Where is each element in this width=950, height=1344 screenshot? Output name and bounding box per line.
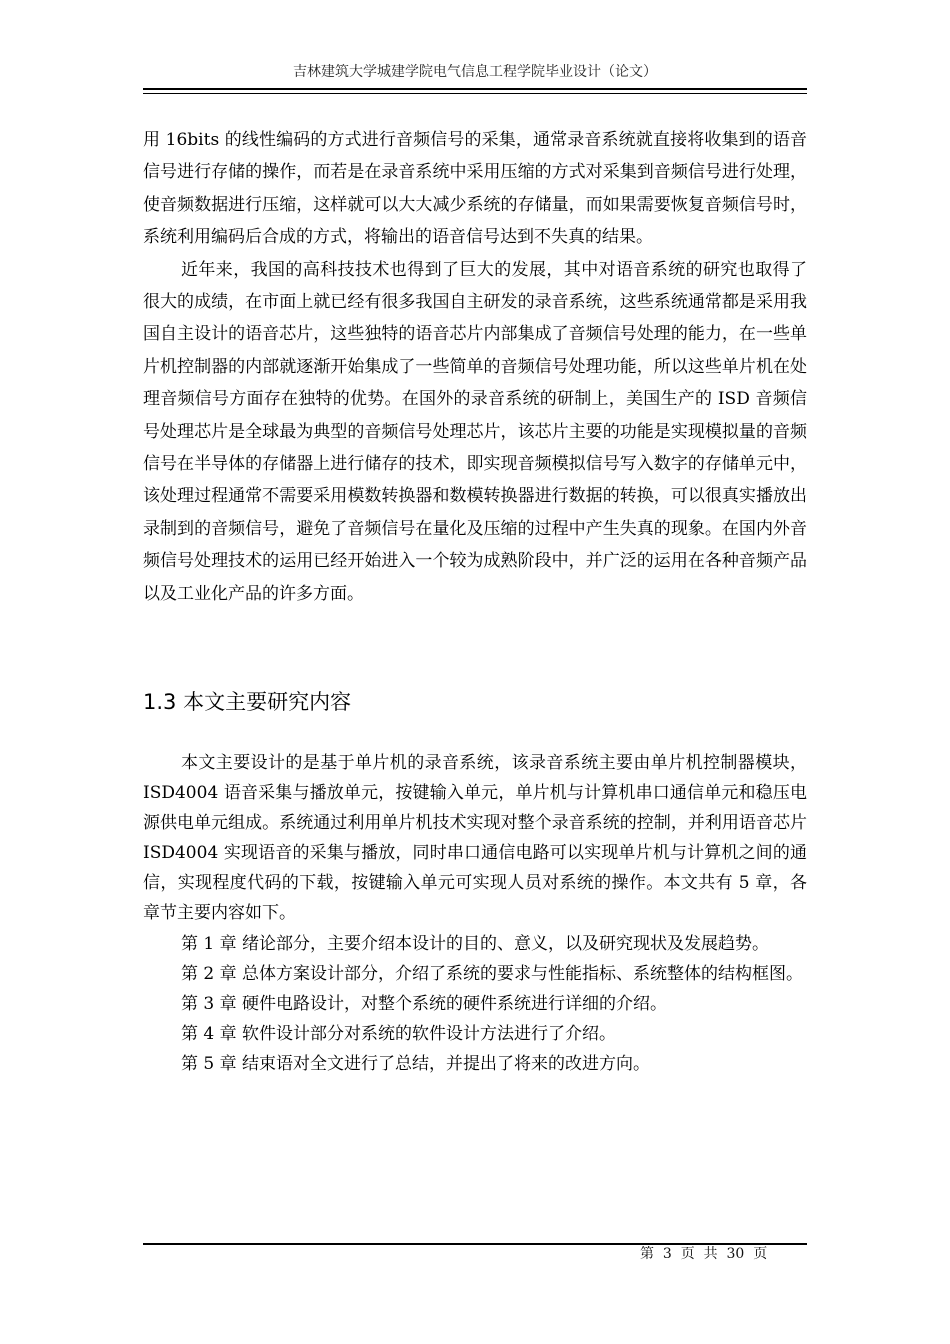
chapter-summary-2: 第 2 章 总体方案设计部分，介绍了系统的要求与性能指标、系统整体的结构框图。 — [181, 963, 804, 984]
header-rule-thick — [143, 88, 807, 90]
body-paragraph-1: 用 16bits 的线性编码的方式进行音频信号的采集，通常录音系统就直接将收集到的语音信号进行存储的操作，而若是在录音系统中采用压缩的方式对采集到音频信号进行处理，使音频数据进行压缩，这样就可以大大减少系统的存储量，而如果需要恢复音频信号时，系统利用编码后合成的方式，将输出的语音信号达到不失真的结果。 — [143, 130, 807, 248]
body-paragraph-2: 近年来，我国的高科技技术也得到了巨大的发展，其中对语音系统的研究也取得了很大的成绩，在市面上就已经有很多我国自主研发的录音系统，这些系统通常都是采用我国自主设计的语音芯片，这些独特的语音芯片内部集成了音频信号处理的能力，在一些单片机控制器的内部就逐渐开始集成了一些简单的音频信号处理功能，所以这些单片机在处理音频信号方面存在独特的优势。在国外的录音系统的研制上，美国生产的 ISD 音频信号处理芯片是全球最为典型的音频信号处理芯片，该芯片主要的功能是实现模拟量的音频信号在半导体的存储器上进行储存的技术，即实现音频模拟信号写入数字的存储单元中，该处理过程通常不需要采用模数转换器和数模转换器进行数据的转换，可以很真实播放出录制到的音频信号，避免了音频信号在量化及压缩的过程中产生失真的现象。在国内外音频信号处理技术的运用已经开始进入一个较为成熟阶段中，并广泛的运用在各种音频产品以及工业化产品的许多方面。 — [143, 259, 807, 604]
page-number: 第 3 页 共 30 页 — [640, 1246, 768, 1262]
header-rule-thin — [143, 93, 807, 94]
section-text-block — [143, 748, 807, 1079]
chapter-summary-4: 第 4 章 软件设计部分对系统的软件设计方法进行了介绍。 — [181, 1023, 617, 1044]
chapter-summary-5: 第 5 章 结束语对全文进行了总结，并提出了将来的改进方向。 — [181, 1053, 651, 1074]
section-paragraph-1: 本文主要设计的是基于单片机的录音系统，该录音系统主要由单片机控制器模块，ISD4004 语音采集与播放单元，按键输入单元，单片机与计算机串口通信单元和稳压电源供电单元组成。系统通过利用单片机技术实现对整个录音系统的控制，并利用语音芯片 ISD4004 实现语音的采集与播放，同时串口通信电路可以实现单片机与计算机之间的通信，实现程度代码的下载，按键输入单元可实现人员对系统的操作。本文共有 5 章，各章节主要内容如下。 — [143, 753, 807, 924]
chapter-summary-1: 第 1 章 绪论部分，主要介绍本设计的目的、意义，以及研究现状及发展趋势。 — [181, 933, 770, 954]
chapter-summary-3: 第 3 章 硬件电路设计，对整个系统的硬件系统进行详细的介绍。 — [181, 993, 668, 1014]
running-header: 吉林建筑大学城建学院电气信息工程学院毕业设计（论文） — [293, 64, 657, 80]
intro-text-block — [143, 124, 807, 610]
section-heading: 1.3 本文主要研究内容 — [143, 690, 352, 714]
